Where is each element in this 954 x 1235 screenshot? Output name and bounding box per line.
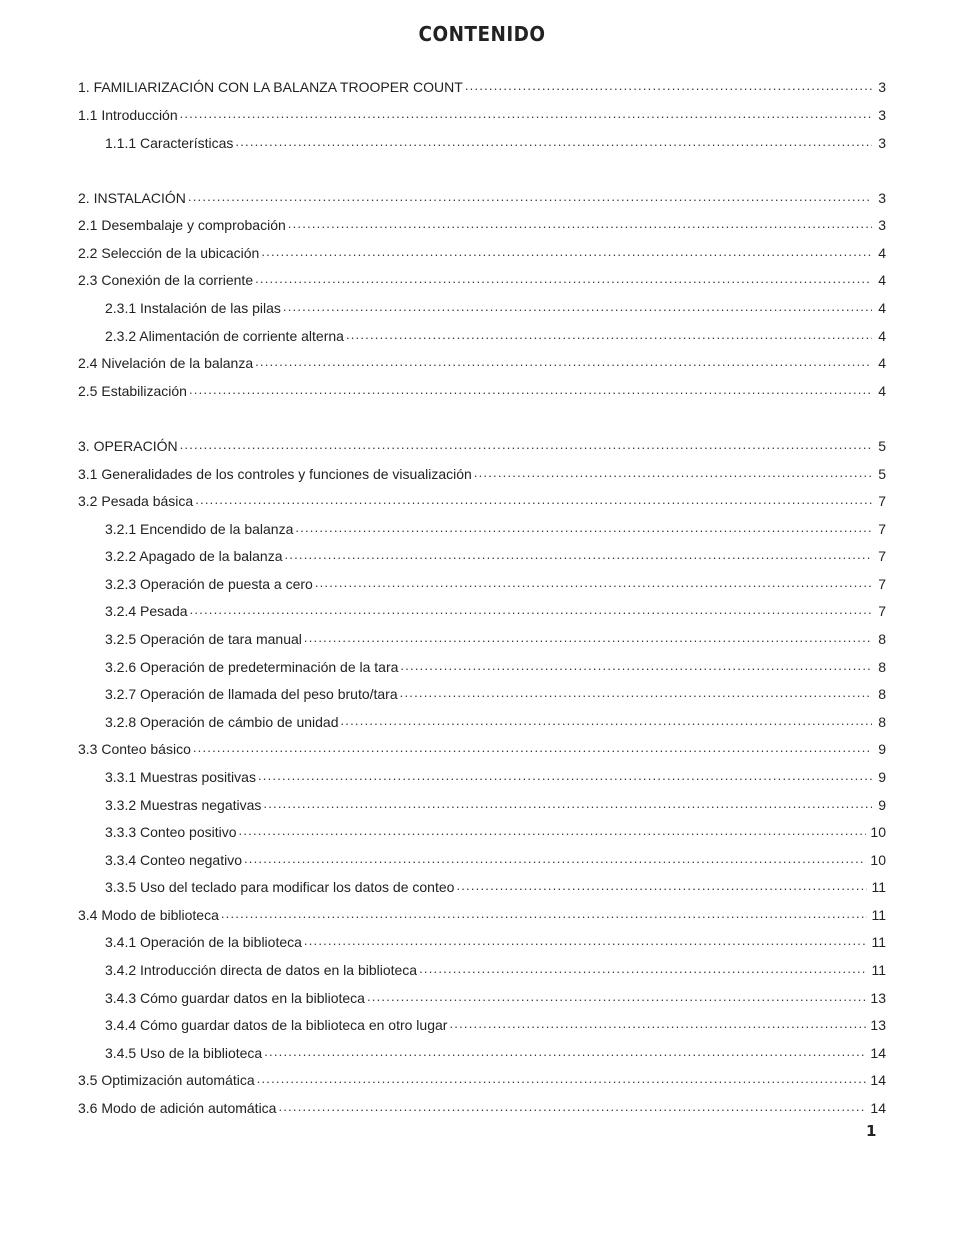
toc-entry[interactable] — [105, 819, 886, 841]
leader-dots — [258, 768, 872, 786]
toc-entry[interactable] — [78, 902, 886, 924]
toc-entry-label: 3.4.4 Cómo guardar datos de la biblioteca en otro lugar — [105, 1017, 448, 1033]
toc-entry-label: 3.3.5 Uso del teclado para modificar los datos de conteo — [105, 879, 455, 895]
leader-dots — [189, 382, 872, 400]
toc-entry[interactable] — [105, 764, 886, 786]
toc-entry-page: 14 — [870, 1072, 886, 1088]
toc-entry[interactable] — [105, 681, 886, 703]
leader-dots — [244, 851, 866, 869]
leader-dots — [263, 796, 872, 814]
toc-entry-label: 3.2.2 Apagado de la balanza — [105, 548, 283, 564]
toc-entry-label: 3.4.1 Operación de la biblioteca — [105, 934, 302, 950]
leader-dots — [264, 1044, 866, 1062]
toc-entry[interactable] — [105, 571, 886, 593]
leader-dots — [400, 658, 872, 676]
toc-entry[interactable] — [78, 736, 886, 758]
toc-entry[interactable] — [78, 185, 886, 207]
toc-entry-page: 13 — [870, 1017, 886, 1033]
toc-entry-label: 3.2.8 Operación de cámbio de unidad — [105, 714, 339, 730]
toc-entry[interactable] — [78, 212, 886, 234]
leader-dots — [188, 189, 872, 207]
toc-entry-label: 1.1 Introducción — [78, 107, 178, 123]
page-number: 1 — [866, 1122, 877, 1140]
toc-entry-label: 2.3 Conexión de la corriente — [78, 272, 254, 288]
toc-entry[interactable] — [105, 709, 886, 731]
toc-entry-label: 3.2.6 Operación de predeterminación de la tara — [105, 659, 399, 675]
toc-entry-label: 2.3.2 Alimentación de corriente alterna — [105, 328, 344, 344]
toc-entry-page: 3 — [878, 79, 886, 95]
toc-entry-page: 11 — [871, 962, 886, 978]
toc-entry[interactable] — [105, 598, 886, 620]
toc-entry-label: 3. OPERACIÓN — [78, 438, 178, 454]
leader-dots — [239, 823, 867, 841]
toc-entry-label: 3.3.1 Muestras positivas — [105, 769, 256, 785]
toc-entry-page: 7 — [878, 521, 886, 537]
toc-entry-page: 8 — [878, 686, 886, 702]
toc-entry[interactable] — [105, 323, 886, 345]
toc-entry[interactable] — [78, 488, 886, 510]
toc-entry[interactable] — [105, 295, 886, 317]
toc-entry[interactable] — [78, 433, 886, 455]
toc-entry[interactable] — [105, 1012, 886, 1034]
leader-dots — [456, 878, 867, 896]
toc-entry-page: 4 — [878, 245, 886, 261]
leader-dots — [278, 1099, 866, 1117]
leader-dots — [221, 906, 868, 924]
toc-entry-label: 3.2.1 Encendido de la balanza — [105, 521, 294, 537]
leader-dots — [193, 740, 872, 758]
toc-entry-page: 7 — [878, 603, 886, 619]
toc-entry-label: 1.1.1 Características — [105, 135, 234, 151]
leader-dots — [367, 989, 866, 1007]
toc-entry-page: 11 — [871, 907, 886, 923]
leader-dots — [465, 78, 872, 96]
toc-entry-label: 3.4.2 Introducción directa de datos en la biblioteca — [105, 962, 418, 978]
toc-entry-page: 4 — [878, 355, 886, 371]
leader-dots — [304, 630, 872, 648]
leader-dots — [295, 520, 872, 538]
toc-entry-page: 11 — [871, 879, 886, 895]
toc-entry-page: 9 — [878, 797, 886, 813]
toc-entry-page: 14 — [870, 1100, 886, 1116]
toc-entry[interactable] — [105, 626, 886, 648]
toc-entry-page: 3 — [878, 107, 886, 123]
toc-entry[interactable] — [78, 378, 886, 400]
toc-entry-page: 5 — [878, 438, 886, 454]
toc-entry[interactable] — [78, 267, 886, 289]
toc-entry-label: 2.2 Selección de la ubicación — [78, 245, 260, 261]
toc-entry-page: 3 — [878, 217, 886, 233]
toc-entry-label: 3.3.3 Conteo positivo — [105, 824, 237, 840]
leader-dots — [255, 271, 872, 289]
toc-entry-label: 3.6 Modo de adición automática — [78, 1100, 277, 1116]
leader-dots — [255, 354, 872, 372]
leader-dots — [180, 106, 872, 124]
leader-dots — [419, 961, 867, 979]
toc-entry-page: 9 — [878, 741, 886, 757]
leader-dots — [346, 327, 872, 345]
toc-entry-page: 14 — [870, 1045, 886, 1061]
toc-entry-page: 7 — [878, 576, 886, 592]
toc-entry-label: 2.4 Nivelación de la balanza — [78, 355, 254, 371]
leader-dots — [474, 465, 872, 483]
toc-entry[interactable] — [78, 102, 886, 124]
toc-entry-page: 4 — [878, 383, 886, 399]
toc-entry-label: 3.2 Pesada básica — [78, 493, 194, 509]
toc-entry[interactable] — [78, 240, 886, 262]
toc-entry-label: 3.4.5 Uso de la biblioteca — [105, 1045, 263, 1061]
toc-entry[interactable] — [105, 929, 886, 951]
leader-dots — [315, 575, 872, 593]
toc-entry-page: 8 — [878, 631, 886, 647]
toc-entry[interactable] — [105, 985, 886, 1007]
toc-entry-page: 8 — [878, 714, 886, 730]
toc-entry-page: 9 — [878, 769, 886, 785]
toc-entry[interactable] — [105, 654, 886, 676]
leader-dots — [190, 602, 872, 620]
toc-entry-page: 10 — [870, 824, 886, 840]
toc-entry[interactable] — [78, 74, 886, 96]
leader-dots — [283, 299, 872, 317]
toc-entry-label: 2.1 Desembalaje y comprobación — [78, 217, 286, 233]
toc-entry-label: 3.2.5 Operación de tara manual — [105, 631, 302, 647]
toc-entry[interactable] — [78, 1095, 886, 1117]
toc-entry-label: 3.2.4 Pesada — [105, 603, 188, 619]
toc-entry-label: 3.5 Optimización automática — [78, 1072, 255, 1088]
leader-dots — [449, 1016, 866, 1034]
toc-entry-label: 3.3.2 Muestras negativas — [105, 797, 262, 813]
toc-entry-label: 3.3 Conteo básico — [78, 741, 191, 757]
leader-dots — [341, 713, 873, 731]
toc-entry-page: 4 — [878, 300, 886, 316]
toc-entry-page: 11 — [871, 934, 886, 950]
toc-entry[interactable] — [78, 1067, 886, 1089]
toc-entry[interactable] — [105, 543, 886, 565]
toc-entry-page: 3 — [878, 190, 886, 206]
toc-entry-page: 3 — [878, 135, 886, 151]
toc-entry-page: 10 — [870, 852, 886, 868]
toc-entry-label: 2.5 Estabilización — [78, 383, 187, 399]
toc-entry-label: 3.4.3 Cómo guardar datos en la biblioteca — [105, 990, 365, 1006]
leader-dots — [235, 134, 872, 152]
toc-entry[interactable] — [105, 130, 886, 152]
page-title: CONTENIDO — [418, 22, 546, 46]
leader-dots — [261, 244, 872, 262]
toc-entry-page: 13 — [870, 990, 886, 1006]
leader-dots — [257, 1071, 867, 1089]
toc-entry-page: 7 — [878, 548, 886, 564]
toc-entry-label: 3.4 Modo de biblioteca — [78, 907, 219, 923]
toc-entry-page: 7 — [878, 493, 886, 509]
toc-entry[interactable] — [105, 957, 886, 979]
leader-dots — [288, 216, 872, 234]
toc-entry-page: 4 — [878, 328, 886, 344]
leader-dots — [180, 437, 872, 455]
toc-entry-page: 4 — [878, 272, 886, 288]
toc-entry[interactable] — [105, 847, 886, 869]
toc-entry-label: 3.2.3 Operación de puesta a cero — [105, 576, 313, 592]
toc-entry-label: 3.1 Generalidades de los controles y funciones de visualización — [78, 466, 472, 482]
toc-entry[interactable] — [78, 350, 886, 372]
leader-dots — [285, 547, 873, 565]
toc-entry-label: 3.3.4 Conteo negativo — [105, 852, 242, 868]
toc-entry-label: 2.3.1 Instalación de las pilas — [105, 300, 281, 316]
toc-entry-label: 2. INSTALACIÓN — [78, 190, 186, 206]
toc-entry-page: 8 — [878, 659, 886, 675]
toc-entry-page: 5 — [878, 466, 886, 482]
toc-entry[interactable] — [78, 461, 886, 483]
toc-entry[interactable] — [105, 792, 886, 814]
leader-dots — [400, 685, 872, 703]
toc-entry[interactable] — [105, 1040, 886, 1062]
toc-entry[interactable] — [105, 874, 886, 896]
leader-dots — [304, 933, 868, 951]
toc-entry-label: 1. FAMILIARIZACIÓN CON LA BALANZA TROOPER COUNT — [78, 79, 463, 95]
toc-entry[interactable] — [105, 516, 886, 538]
toc-entry-label: 3.2.7 Operación de llamada del peso bruto/tara — [105, 686, 398, 702]
leader-dots — [195, 492, 872, 510]
